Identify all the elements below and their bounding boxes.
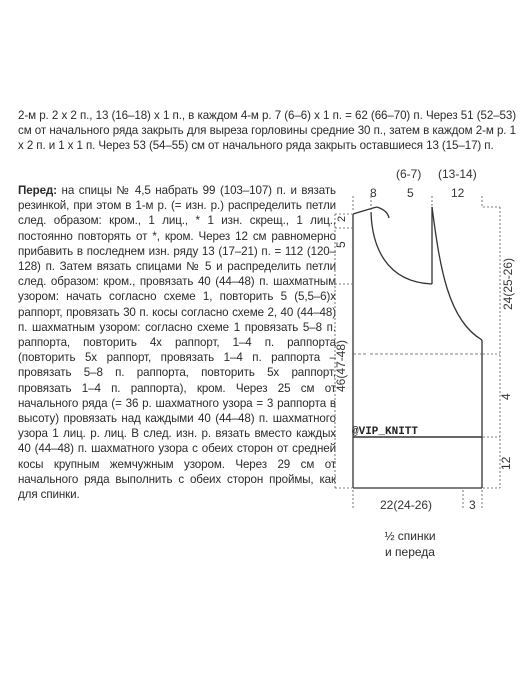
bottom-width: 22(24-26) [380,498,433,512]
watermark: @VIP_KNITT [352,426,419,438]
left-total: 46(47-48) [334,339,348,392]
diagram-caption [370,528,450,560]
neckline-back [377,207,389,218]
caption-line-2: и переда [385,545,435,559]
caption-line-1: ½ спинки [384,529,436,543]
shoulder-line [353,207,377,214]
left-neck: 5 [334,241,348,248]
top-number-mid: 5 [407,186,414,200]
front-body: на спицы № 4,5 набрать 99 (103–107) п. и вязать резинкой, при этом в 1-м р. (= изн. р.) распределить петли след. образом: кром., 1 лиц., * 1 изн. скрещ., 1 лиц., постоянно повторять от *, кром. Через 12 см равномерно прибавить в последнем изн. ряду 13 (17–21) п. = 112 (120–128) п. Затем вязать спицами № 5 и распределить петли след. образом: кром., провязать 40 (44–48) п. шахматным узором: начать согласно схеме 1, повторить 5 (5,5–6)х раппорт, провязать 30 п. косы согласно схеме 2, 40 (44–48) п. шахматным узором: согласно схеме 1 провязать 5–8 п. раппорта, повторить 4х раппорт, 1–4 п. раппорта (повторить 5х раппорт, провязать 1–4 п. раппорта – провязать 5–8 п. раппорта, повторить 5х раппорт, провязать 1–4 п. раппорта), кром. Через 25 см от начального ряда (= 36 р. шахматного узора = 3 раппорта в высоту) провязать над каждыми 40 (44–48) п. шахматного узора 1 лиц. р. лиц. В след. изн. р. вязать вместо каждых 40 (44–48) п. шахматного узора с обеих сторон от средней косы крупным жемчужным узором. Через 29 см от начального ряда выполнить с обеих сторон проймы, как для спинки. [18,184,336,502]
intro-text: 2-м р. 2 х 2 п., 13 (16–18) х 1 п., в каждом 4-м р. 7 (6–6) х 1 п. = 62 (66–70) п. Через 51 (52–53) см от начального ряда закрыть для выреза горловины средние 30 п., затем в каждом 2-м р. 1 х 2 п. и 1 х 1 п. Через 53 (54–55) см от начального ряда закрыть оставшиеся 13 (15–17) п. [18,109,516,153]
top-number-left: 8 [370,186,377,200]
neckline-front [371,212,432,284]
bottom-side: 3 [469,498,476,512]
top-label-b: (13-14) [438,167,477,181]
front-heading: Перед: [18,184,57,197]
intro-paragraph [18,108,516,154]
top-number-right: 12 [451,186,465,200]
front-instructions [18,183,336,502]
right-lower: 12 [499,456,513,470]
right-mid: 4 [499,393,513,400]
armhole-curve [432,207,482,340]
right-upper: 24(25-26) [501,257,515,310]
top-label-a: (6-7) [396,167,422,181]
left-small: 2 [336,215,348,222]
